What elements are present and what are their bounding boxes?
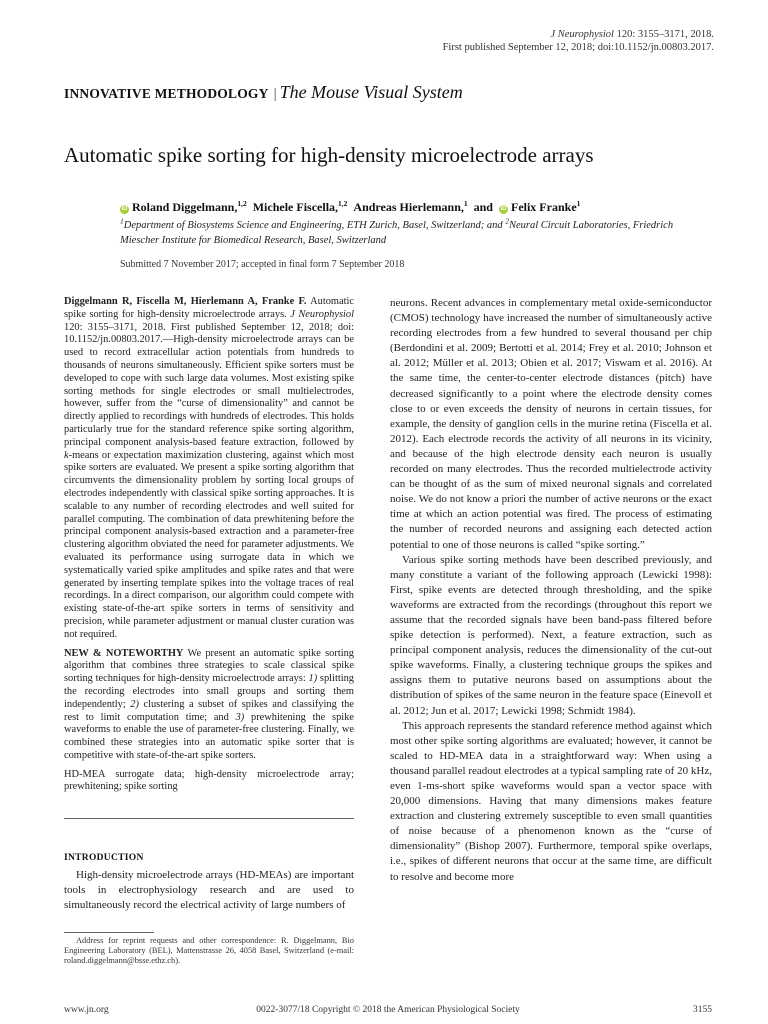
author-name: Felix Franke bbox=[510, 200, 577, 214]
noteworthy-text: We present an automatic spike sorting algorithm that combines three strategies to scale classical spike sorting techniques for high-density microelectrode arrays: bbox=[64, 647, 354, 685]
submission-dates: Submitted 7 November 2017; accepted in final form 7 September 2018 bbox=[120, 259, 405, 270]
affiliations bbox=[120, 218, 710, 248]
noteworthy-num: 3) bbox=[235, 711, 245, 723]
paper-title: Automatic spike sorting for high-density microelectrode arrays bbox=[64, 143, 594, 167]
author-conjunction: and bbox=[473, 200, 493, 214]
author-name: Roland Diggelmann, bbox=[132, 200, 238, 214]
noteworthy-paragraph bbox=[64, 648, 354, 763]
keywords: HD-MEA surrogate data; high-density microelectrode array; prewhitening; spike sorting bbox=[64, 768, 354, 793]
body-paragraph: This approach represents the standard reference method against which most other spike sorting algorithms are evaluated; however, it cannot be scaled to HD-MEA data in a straightforward way: When using a thousand parallel readout electrodes at a typical sampling rate of 20 kHz, even 1-ms-short spike waveforms would span a vector space with 20,000 dimensions. Having that many dimensions makes feature extraction and clustering extremely susceptible to even small quantities of noise because of a phenomenon known as the “curse of dimensionality” (Bishop 2007). Furthermore, temporal spike overlaps, i.e., spikes of different neurons that occur at the same time, are difficult to resolve and become more bbox=[390, 719, 712, 883]
noteworthy-num: 2) bbox=[130, 698, 139, 710]
abstract-body-cont: -means or expectation maximization clustering, against which most spike sorters are evaluated. We present a spike sorting algorithm that circumvents the dimensionality problem by sorting local groups of electrodes independently with classical spike sorting approaches. It is scalable to any number of recording electrodes and well suited for parallel computing. The combination of data prewhitening before the principal component analysis-based extraction and a parameter-free clustering algorithm obviated the need for parameter adjustments. We evaluated its performance using surrogate data in which we systematically varied spike amplitudes and spike rates and that were generated by inserting template spikes into the voltage traces of real recordings. In a direct comparison, our algorithm could compete with existing state-of-the-art spike sorters in terms of sensitivity and precision, while parameter adjustment or manual cluster curation was not required. bbox=[64, 449, 354, 640]
affil-sup: 1 bbox=[120, 216, 124, 226]
correspondence-footnote: Address for reprint requests and other correspondence: R. Diggelmann, Bio Engineering Laboratory (BEL), Mattenstrasse 26, 4058 Basel, Switzerland (e-mail: roland.diggelmann@bsse.ethz.ch). bbox=[64, 936, 354, 966]
abstract-citation-head: Diggelmann R, Fiscella M, Hierlemann A, Franke F. bbox=[64, 296, 307, 307]
abstract-citation-detail: 120: 3155–3171, 2018. First published September 12, 2018; doi: 10.1152/jn.00803.2017.— bbox=[64, 321, 354, 346]
abstract-column bbox=[64, 296, 354, 800]
abstract-divider bbox=[64, 818, 354, 819]
body-paragraph: Various spike sorting methods have been described previously, and many constitute a variant of the following approach (Lewicki 1998): First, spike events are detected through thresholding, and the spike waveforms are extracted from the recordings (throughout this report we assume that the recorded signals have been band-pass filtered before spike detection is performed). Next, a feature extraction, such as principal component analysis, reduces the dimensionality of the cut-out spike waveforms. Finally, a clustering technique groups the spikes and assigns them to putative neurons based on assumptions about the distribution of spikes of the same neuron in the feature space (Einevoll et al. 2012; Jun et al. 2017; Lewicki 1998; Schmidt 1984). bbox=[390, 553, 712, 717]
orcid-icon[interactable]: iD bbox=[121, 206, 128, 212]
section-banner bbox=[64, 82, 463, 104]
copyright-line: 0022-3077/18 Copyright © 2018 the American Physiological Society bbox=[256, 1005, 520, 1015]
journal-name: J Neurophysiol bbox=[550, 29, 614, 40]
orcid-icon[interactable]: iD bbox=[500, 206, 507, 212]
affiliation-2: Neural Circuit Laboratories, Friedrich Miescher Institute for Biomedical Research, Basel, Switzerland bbox=[120, 220, 674, 246]
body-paragraph: neurons. Recent advances in complementary metal oxide-semiconductor (CMOS) technology have increased the number of simultaneously active recording electrodes from a few hundred to several thousand per chip (Berdondini et al. 2009; Bertotti et al. 2014; Frey et al. 2010; Johnson et al. 2012; Müller et al. 2013; Obien et al. 2017; Viswam et al. 2016). At the same time, the center-to-center electrode distances (pitch) have decreased significantly to a point where the electrode density comes close to or even exceeds the density of neurons in certain tissues, for example, the density of ganglion cells in the murine retina (Fiscella et al. 2012). Each electrode records the activity of all neurons in its vicinity, and because of the high electrode density each neuron is usually recorded on many electrodes. Thus the recorded multielectrode activity can be thought of as the sum of mixed neuronal signals and correlated noise. We do not know a priori the number of active neurons or the exact time at which an action potential was fired. The process of estimating the number of recorded neurons and assigning each detected action potential to one of those neurons is called “spike sorting.” bbox=[390, 297, 712, 551]
noteworthy-text: prewhitening the spike waveforms to enable the use of parameter-free clustering. Finally, we combined these strategies into an automatic spike sorter that is competitive with state-of-the-art spike sorters. bbox=[64, 711, 354, 761]
introduction-heading: INTRODUCTION bbox=[64, 853, 144, 863]
affiliation-1: Department of Biosystems Science and Engineering, ETH Zurich, Basel, Switzerland; and bbox=[123, 220, 506, 231]
section-topic: The Mouse Visual System bbox=[279, 82, 463, 102]
author-affil-sup: 1 bbox=[463, 199, 468, 208]
abstract-k: k bbox=[64, 449, 69, 461]
section-label: INNOVATIVE METHODOLOGY bbox=[64, 86, 269, 101]
citation-line bbox=[443, 28, 714, 41]
section-separator: | bbox=[273, 86, 277, 102]
abstract-paragraph bbox=[64, 296, 354, 642]
noteworthy-text: clustering a subset of spikes and classifying the rest to limit computation time; and bbox=[64, 698, 354, 723]
noteworthy-heading: NEW & NOTEWORTHY bbox=[64, 647, 184, 659]
author-name: Michele Fiscella, bbox=[252, 200, 339, 214]
published-line: First published September 12, 2018; doi:10.1152/jn.00803.2017. bbox=[442, 42, 714, 53]
noteworthy-num: 1) bbox=[308, 673, 318, 685]
abstract-journal: J Neurophysiol bbox=[290, 308, 354, 320]
introduction-text: High-density microelectrode arrays (HD-MEAs) are important tools in electrophysiology research and are used to simultaneously record the electrical activity of large numbers of bbox=[64, 869, 354, 911]
page-number: 3155 bbox=[693, 1005, 712, 1015]
body-right-column bbox=[390, 296, 712, 885]
abstract-body: High-density microelectrode arrays can be used to record extracellular action potentials from hundreds to thousands of neurons simultaneously. Efficient spike sorters must be developed to cope with such large data volumes. Most existing spike sorting methods for single electrodes or small multielectrodes, however, suffer from the “curse of dimensionality” and cannot be directly applied to recordings with hundreds of electrodes. This holds particularly true for the standard reference spike sorting algorithm, principal component analysis-based feature extraction, followed by bbox=[64, 334, 354, 448]
author-list bbox=[120, 200, 580, 215]
footnote-divider bbox=[64, 932, 154, 933]
affil-sup: 2 bbox=[505, 216, 509, 226]
author-affil-sup: 1 bbox=[576, 199, 581, 208]
header-citation bbox=[443, 28, 714, 54]
abstract-citation-title: Automatic spike sorting for high-density microelectrode arrays. bbox=[64, 296, 355, 320]
citation-volume: 120: 3155–3171, 2018. bbox=[613, 29, 714, 40]
noteworthy-text: splitting the recording electrodes into small groups and sorting them independently; bbox=[64, 673, 354, 710]
author-name: Andreas Hierlemann, bbox=[353, 200, 464, 214]
author-affil-sup: 1,2 bbox=[237, 199, 247, 208]
journal-url[interactable]: www.jn.org bbox=[64, 1005, 109, 1015]
author-affil-sup: 1,2 bbox=[338, 199, 348, 208]
